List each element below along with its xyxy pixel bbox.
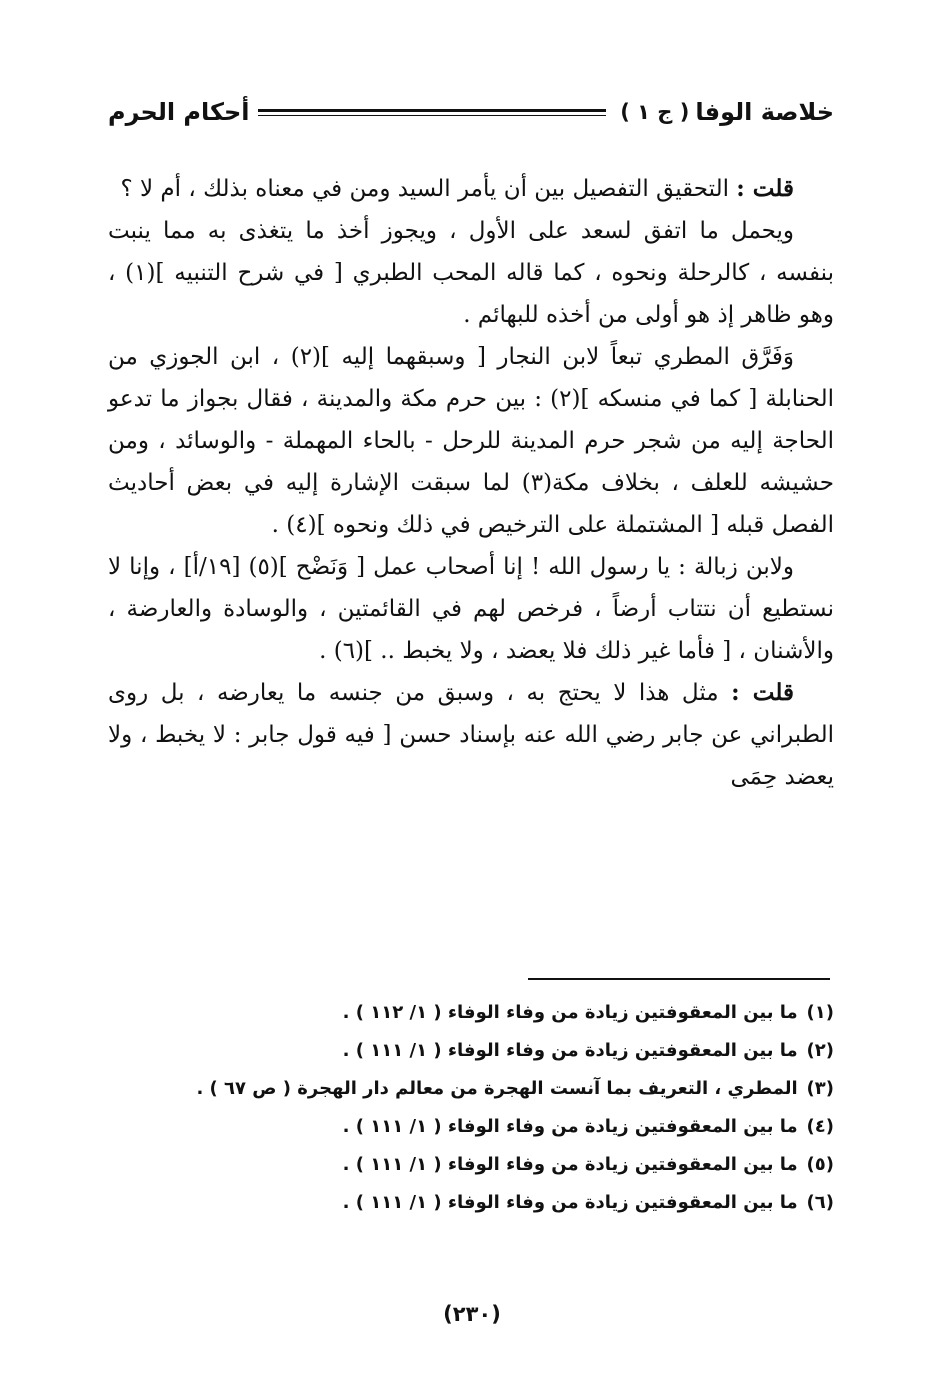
running-header (108, 92, 834, 132)
book-title: خلاصة الوفا (695, 98, 834, 126)
footnote (108, 1184, 834, 1222)
footnote-number: (١) (806, 1002, 834, 1023)
footnote-number: (٢) (806, 1040, 834, 1061)
footnote-text: ما بين المعقوفتين زيادة من وفاء الوفاء ( ١/ ١١١ ) . (342, 1116, 798, 1137)
footnote-separator (528, 978, 830, 980)
paragraph (108, 546, 834, 672)
footnote-number: (٣) (806, 1078, 834, 1099)
footnote-number: (٦) (806, 1192, 834, 1213)
footnotes (108, 994, 834, 1222)
main-text (108, 168, 834, 798)
paragraph-text: ولابن زبالة : يا رسول الله ! إنا أصحاب عمل [ وَنَضْح ](٥) [١٩/أ] ، وإنا لا نستطيع أن نتتاب أرضاً ، فرخص لهم في القائمتين ، والوسادة والعارضة ، والأشنان ، [ فأما غير ذلك فلا يعضد ، ولا يخبط .. ](٦) . (108, 554, 834, 664)
footnote (108, 1032, 834, 1070)
paragraph (108, 672, 834, 798)
footnote-text: ما بين المعقوفتين زيادة من وفاء الوفاء ( ١/ ١١١ ) . (342, 1040, 798, 1061)
footnote-number: (٥) (806, 1154, 834, 1175)
footnote (108, 1070, 834, 1108)
footnote-number: (٤) (806, 1116, 834, 1137)
paragraph-lead: قلت : (731, 679, 795, 706)
paragraph-lead: قلت : (736, 175, 794, 202)
footnote-text: ما بين المعقوفتين زيادة من وفاء الوفاء ( ١/ ١١٢ ) . (342, 1002, 798, 1023)
paragraph-text: مثل هذا لا يحتج به ، وسبق من جنسه ما يعارضه ، بل روى الطبراني عن جابر رضي الله عنه بإسناد حسن [ فيه قول جابر : لا يخبط ، ولا يعضد حِمَى (108, 680, 834, 790)
footnote-text: ما بين المعقوفتين زيادة من وفاء الوفاء ( ١/ ١١١ ) . (342, 1154, 798, 1175)
footnote-text: المطري ، التعريف بما آنست الهجرة من معالم دار الهجرة ( ص ٦٧ ) . (196, 1078, 798, 1099)
footnote (108, 994, 834, 1032)
paragraph (108, 336, 834, 546)
header-rule (258, 109, 607, 116)
volume-label: ( ج ١ ) (620, 100, 690, 124)
page-number: (٢٣٠) (443, 1302, 501, 1326)
paragraph (108, 210, 834, 336)
paragraph-text: التحقيق التفصيل بين أن يأمر السيد ومن في معناه بذلك ، أم لا ؟ (120, 176, 737, 202)
paragraph-text: ويحمل ما اتفق لسعد على الأول ، ويجوز أخذ ما يتغذى به مما ينبت بنفسه ، كالرحلة ونحوه ، كما قاله المحب الطبري [ في شرح التنبيه ](١) ، وهو ظاهر إذ هو أولى من أخذه للبهائم . (108, 218, 834, 328)
paragraph (108, 168, 834, 210)
footnote-text: ما بين المعقوفتين زيادة من وفاء الوفاء ( ١/ ١١١ ) . (342, 1192, 798, 1213)
paragraph-text: وَفَرَّق المطري تبعاً لابن النجار [ وسبقهما إليه ](٢) ، ابن الجوزي من الحنابلة [ كما في منسكه ](٢) : بين حرم مكة والمدينة ، فقال بجواز ما تدعو الحاجة إليه من شجر حرم المدينة للرحل - بالحاء المهملة - والوسائد ، ومن حشيشه للعلف ، بخلاف مكة(٣) لما سبقت الإشارة إليه في بعض أحاديث الفصل قبله [ المشتملة على الترخيص في ذلك ونحوه ](٤) . (108, 344, 834, 538)
footnote (108, 1146, 834, 1184)
section-title: أحكام الحرم (108, 98, 250, 126)
footnote (108, 1108, 834, 1146)
